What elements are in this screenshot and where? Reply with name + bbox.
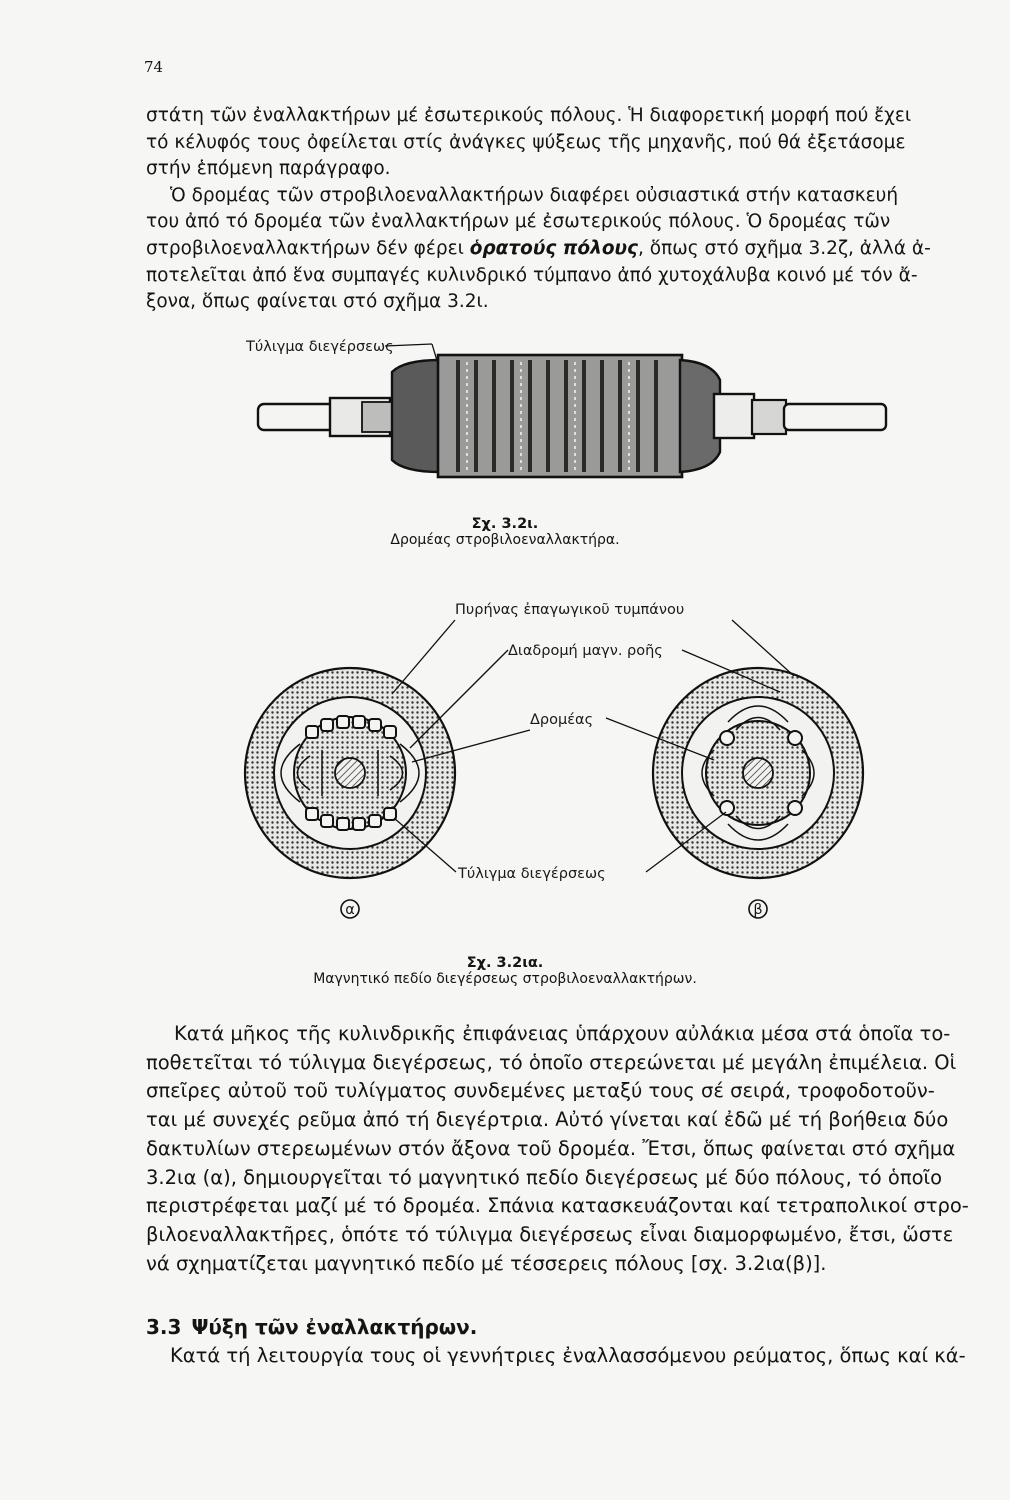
section-number: 3.3 bbox=[146, 1315, 182, 1339]
intro-line: του ἀπό τό δρομέα τῶν ἐναλλακτήρων μέ ἐσωτερικούς πόλους. Ὁ δρομέας τῶν bbox=[146, 211, 891, 233]
label-winding-b: Τύλιγμα διεγέρσεως bbox=[458, 866, 606, 882]
slip-ring bbox=[714, 394, 754, 438]
rotor-illustration bbox=[245, 339, 886, 477]
cross-section-a bbox=[245, 668, 455, 918]
body-line: περιστρέφεται μαζί μέ τό δρομέα. Σπάνια κατασκευάζονται καί τετραπολικοί στρο- bbox=[146, 1194, 969, 1218]
intro-line: τό κέλυφός τους ὀφείλεται στίς ἀνάγκες ψύξεως τῆς μηχανῆς, πού θά ἐξετάσομε bbox=[146, 131, 906, 153]
body-line: Κατά μῆκος τῆς κυλινδρικῆς ἐπιφάνειας ὑπάρχουν αὐλάκια μέσα στά ὁποῖα το- bbox=[174, 1022, 951, 1045]
label-winding: Τύλιγμα διεγέρσεως bbox=[246, 339, 394, 355]
body-line: βιλοεναλλακτῆρες, ὁπότε τό τύλιγμα διεγέρσεως εἶναι διαμορφωμένο, ἔτσι, ὥστε bbox=[146, 1222, 954, 1246]
body-line: ται μέ συνεχές ρεῦμα ἀπό τή διεγέρτρια. Αὐτό γίνεται καί ἐδῶ μέ τή βοήθεια δύο bbox=[146, 1108, 949, 1132]
intro-text: , ὅπως στό σχῆμα 3.2ζ, ἀλλά ἀ- bbox=[638, 237, 931, 259]
intro-line: στήν ἑπόμενη παράγραφο. bbox=[146, 158, 391, 180]
section-first-line: Κατά τή λειτουργία τους οἱ γεννήτριες ἐναλλασσόμενου ρεύματος, ὅπως καί κά- bbox=[170, 1344, 966, 1367]
emphasis-visible-poles: ὁρατούς πόλους bbox=[469, 237, 639, 259]
body-line: νά σχηματίζεται μαγνητικό πεδίο μέ τέσσερεις πόλους [σχ. 3.2ια(β)]. bbox=[146, 1251, 827, 1275]
figure1-title: Δρομέας στροβιλοεναλλακτήρα. bbox=[390, 532, 620, 548]
section-title: Ψύξη τῶν ἐναλλακτήρων. bbox=[191, 1315, 478, 1339]
body-line: σπεῖρες αὐτοῦ τοῦ τυλίγματος συνδεμένες μεταξύ τους σέ σειρά, τροφοδοτοῦν- bbox=[146, 1079, 935, 1103]
page-number: 74 bbox=[144, 58, 164, 76]
shaft-right bbox=[784, 404, 886, 430]
intro-line: Ὁ δρομέας τῶν στροβιλοεναλλακτήρων διαφέρει οὐσιαστικά στήν κατασκευή bbox=[170, 184, 899, 206]
label-b: β bbox=[753, 902, 763, 918]
figure2-number: Σχ. 3.2ια. bbox=[466, 955, 544, 971]
section-heading bbox=[146, 1315, 487, 1339]
body-line: 3.2ια (α), δημιουργεῖται τό μαγνητικό πεδίο διεγέρσεως μέ δύο πόλους, τό ὁποῖο bbox=[146, 1165, 943, 1189]
body-line: δακτυλίων στερεωμένων στόν ἄξονα τοῦ δρομέα. Ἔτσι, ὅπως φαίνεται στό σχῆμα bbox=[146, 1136, 956, 1160]
figure1-number: Σχ. 3.2ι. bbox=[471, 516, 539, 532]
cross-section-b bbox=[653, 668, 863, 918]
intro-text: στροβιλοεναλλακτήρων δέν φέρει bbox=[146, 237, 470, 259]
label-a: α bbox=[345, 902, 355, 918]
figure2-title: Μαγνητικό πεδίο διεγέρσεως στροβιλοεναλλακτήρων. bbox=[313, 971, 697, 987]
intro-line: ποτελεῖται ἀπό ἕνα συμπαγές κυλινδρικό τύμπανο ἀπό χυτοχάλυβα κοινό μέ τόν ἄ- bbox=[146, 264, 918, 286]
label-flux: Διαδρομή μαγν. ροῆς bbox=[508, 643, 663, 659]
intro-line: ξονα, ὅπως φαίνεται στό σχῆμα 3.2ι. bbox=[146, 291, 489, 313]
label-core: Πυρήνας ἐπαγωγικοῦ τυμπάνου bbox=[455, 602, 685, 618]
figure2-caption bbox=[0, 955, 1010, 987]
label-rotor: Δρομέας bbox=[530, 712, 594, 728]
figure1-caption bbox=[0, 516, 1010, 548]
body-paragraph bbox=[146, 1020, 972, 1278]
intro-line: στάτη τῶν ἐναλλακτήρων μέ ἐσωτερικούς πόλους. Ἡ διαφορετική μορφή πού ἔχει bbox=[146, 105, 912, 126]
body-line: ποθετεῖται τό τύλιγμα διεγέρσεως, τό ὁποῖο στερεώνεται μέ μεγάλη ἐπιμέλεια. Οἱ bbox=[146, 1050, 957, 1074]
winding-end-left bbox=[392, 360, 440, 472]
